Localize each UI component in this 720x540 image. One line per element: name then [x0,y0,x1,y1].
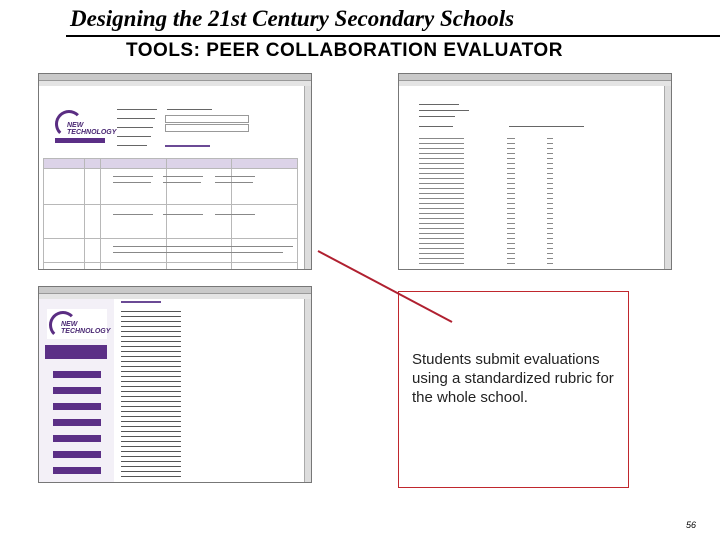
student-list-screenshot [38,286,312,483]
slide-subtitle: TOOLS: PEER COLLABORATION EVALUATOR [126,40,563,61]
scores-screenshot [398,73,672,270]
rubric-screenshot [38,73,312,270]
slide-number: 56 [686,520,697,530]
callout-text: Students submit evaluations using a standardized rubric for the whole school. [412,351,614,406]
new-technology-logo: NEW TECHNOLOGY [47,309,107,339]
new-technology-logo: NEW TECHNOLOGY [51,108,109,142]
callout-box [398,291,629,488]
slide-title: Designing the 21st Century Secondary Schools [70,6,515,31]
title-rule [66,35,720,37]
